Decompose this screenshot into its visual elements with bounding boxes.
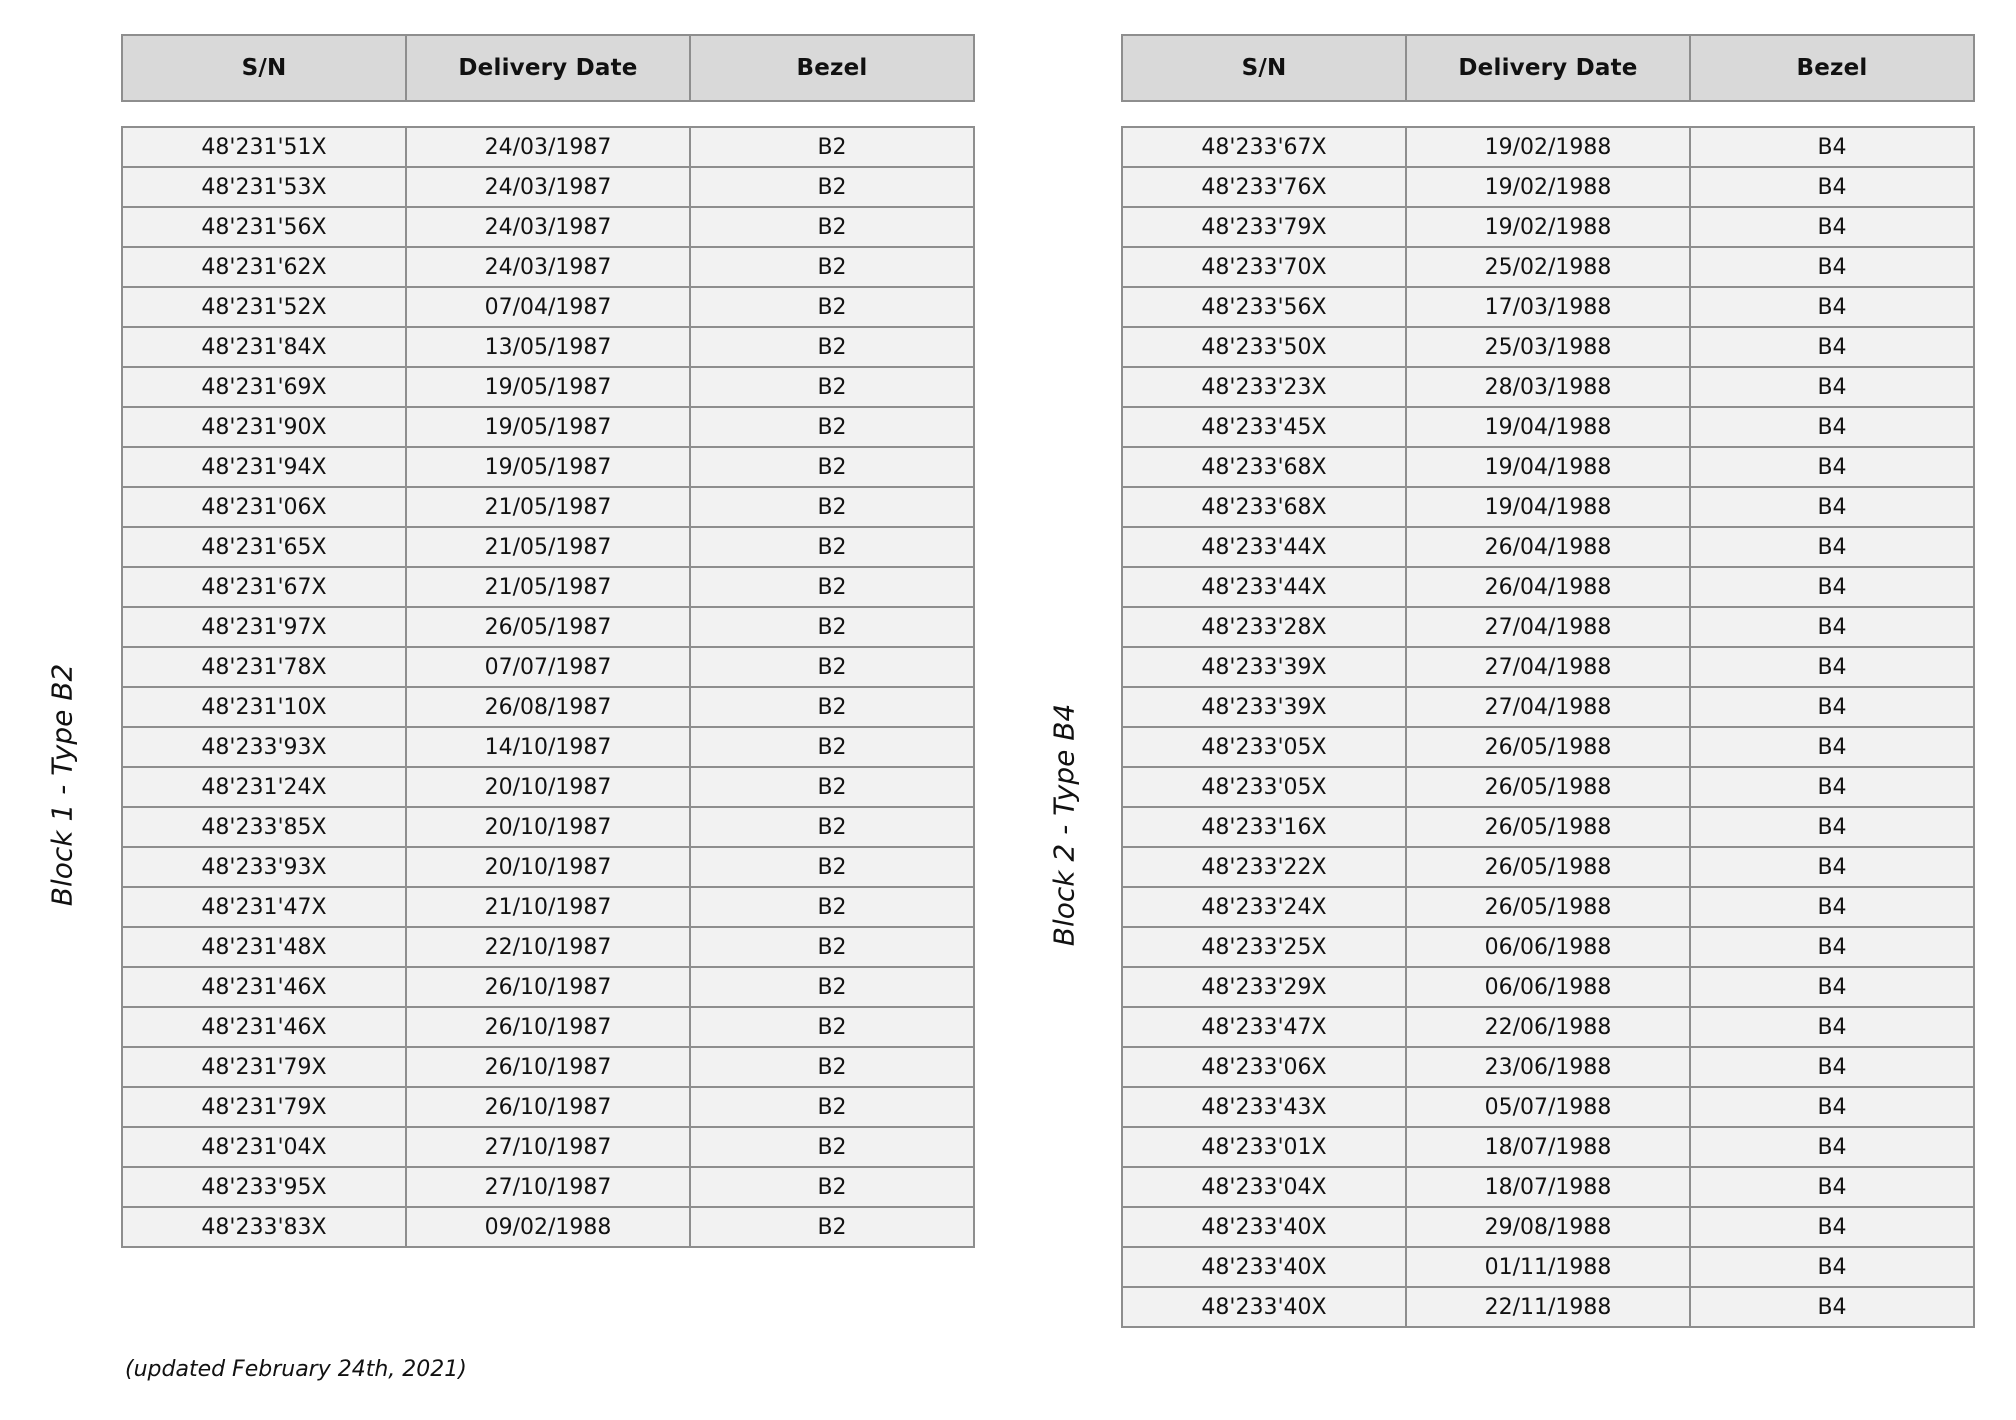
cell-sn: 48'231'46X [122, 967, 406, 1007]
header-bezel: Bezel [1690, 35, 1974, 101]
cell-bezel: B4 [1690, 207, 1974, 247]
cell-bezel: B4 [1690, 527, 1974, 567]
cell-bezel: B2 [690, 1127, 974, 1167]
cell-delivery-date: 25/02/1988 [1406, 247, 1690, 287]
table-row [1122, 207, 1974, 247]
cell-bezel: B2 [690, 367, 974, 407]
table-row [122, 887, 974, 927]
cell-sn: 48'231'90X [122, 407, 406, 447]
cell-delivery-date: 20/10/1987 [406, 807, 690, 847]
table-row [1122, 527, 1974, 567]
cell-bezel: B2 [690, 327, 974, 367]
cell-sn: 48'233'25X [1122, 927, 1406, 967]
cell-sn: 48'231'47X [122, 887, 406, 927]
cell-delivery-date: 23/06/1988 [1406, 1047, 1690, 1087]
block-1-table-container [121, 34, 975, 1248]
cell-delivery-date: 21/05/1987 [406, 487, 690, 527]
cell-bezel: B4 [1690, 687, 1974, 727]
cell-delivery-date: 26/08/1987 [406, 687, 690, 727]
table-row [122, 1087, 974, 1127]
cell-bezel: B4 [1690, 247, 1974, 287]
table-row [1122, 167, 1974, 207]
cell-bezel: B4 [1690, 767, 1974, 807]
table-row [1122, 887, 1974, 927]
cell-bezel: B4 [1690, 807, 1974, 847]
cell-bezel: B2 [690, 607, 974, 647]
cell-bezel: B2 [690, 767, 974, 807]
cell-delivery-date: 27/04/1988 [1406, 607, 1690, 647]
cell-bezel: B4 [1690, 647, 1974, 687]
cell-delivery-date: 19/02/1988 [1406, 207, 1690, 247]
cell-bezel: B4 [1690, 1007, 1974, 1047]
cell-delivery-date: 21/10/1987 [406, 887, 690, 927]
cell-delivery-date: 19/05/1987 [406, 407, 690, 447]
cell-delivery-date: 18/07/1988 [1406, 1127, 1690, 1167]
cell-sn: 48'233'39X [1122, 647, 1406, 687]
cell-sn: 48'233'85X [122, 807, 406, 847]
cell-delivery-date: 26/05/1988 [1406, 847, 1690, 887]
table-row [1122, 647, 1974, 687]
cell-sn: 48'233'67X [1122, 127, 1406, 167]
table-row [1122, 1127, 1974, 1167]
cell-sn: 48'233'95X [122, 1167, 406, 1207]
cell-delivery-date: 22/06/1988 [1406, 1007, 1690, 1047]
cell-bezel: B2 [690, 207, 974, 247]
cell-bezel: B4 [1690, 167, 1974, 207]
table-row [1122, 1047, 1974, 1087]
cell-delivery-date: 26/05/1988 [1406, 887, 1690, 927]
block-1-table [121, 34, 975, 1248]
cell-delivery-date: 27/10/1987 [406, 1127, 690, 1167]
cell-delivery-date: 13/05/1987 [406, 327, 690, 367]
cell-delivery-date: 20/10/1987 [406, 847, 690, 887]
table-row [1122, 727, 1974, 767]
cell-bezel: B4 [1690, 1087, 1974, 1127]
cell-delivery-date: 21/05/1987 [406, 567, 690, 607]
table-row [1122, 1287, 1974, 1327]
cell-sn: 48'233'93X [122, 727, 406, 767]
cell-bezel: B4 [1690, 447, 1974, 487]
cell-bezel: B4 [1690, 1287, 1974, 1327]
cell-sn: 48'231'78X [122, 647, 406, 687]
block-2-table-container [1121, 34, 1975, 1328]
cell-bezel: B4 [1690, 967, 1974, 1007]
header-bezel: Bezel [690, 35, 974, 101]
cell-delivery-date: 29/08/1988 [1406, 1207, 1690, 1247]
cell-bezel: B4 [1690, 407, 1974, 447]
cell-sn: 48'231'51X [122, 127, 406, 167]
cell-delivery-date: 09/02/1988 [406, 1207, 690, 1247]
cell-sn: 48'231'69X [122, 367, 406, 407]
table-row [1122, 287, 1974, 327]
cell-bezel: B2 [690, 727, 974, 767]
cell-sn: 48'233'70X [1122, 247, 1406, 287]
cell-bezel: B4 [1690, 887, 1974, 927]
cell-bezel: B4 [1690, 607, 1974, 647]
cell-sn: 48'231'56X [122, 207, 406, 247]
table-row [1122, 1247, 1974, 1287]
cell-bezel: B2 [690, 1087, 974, 1127]
cell-bezel: B2 [690, 1207, 974, 1247]
cell-bezel: B4 [1690, 327, 1974, 367]
cell-sn: 48'233'93X [122, 847, 406, 887]
cell-bezel: B4 [1690, 287, 1974, 327]
table-header-row [122, 35, 974, 101]
cell-bezel: B2 [690, 447, 974, 487]
cell-sn: 48'233'43X [1122, 1087, 1406, 1127]
table-row [1122, 327, 1974, 367]
cell-bezel: B2 [690, 807, 974, 847]
table-row [122, 927, 974, 967]
cell-sn: 48'233'44X [1122, 527, 1406, 567]
cell-delivery-date: 19/02/1988 [1406, 167, 1690, 207]
cell-sn: 48'231'53X [122, 167, 406, 207]
cell-bezel: B4 [1690, 1247, 1974, 1287]
cell-bezel: B4 [1690, 927, 1974, 967]
cell-bezel: B2 [690, 527, 974, 567]
table-row [122, 327, 974, 367]
cell-sn: 48'233'39X [1122, 687, 1406, 727]
cell-sn: 48'233'68X [1122, 447, 1406, 487]
cell-sn: 48'233'16X [1122, 807, 1406, 847]
table-row [122, 407, 974, 447]
cell-sn: 48'233'40X [1122, 1247, 1406, 1287]
table-row [122, 1007, 974, 1047]
table-row [122, 607, 974, 647]
cell-sn: 48'231'24X [122, 767, 406, 807]
cell-sn: 48'233'76X [1122, 167, 1406, 207]
cell-sn: 48'231'10X [122, 687, 406, 727]
cell-sn: 48'233'50X [1122, 327, 1406, 367]
table-row [122, 727, 974, 767]
table-header-row [1122, 35, 1974, 101]
table-row [122, 1167, 974, 1207]
table-row [1122, 1167, 1974, 1207]
cell-delivery-date: 06/06/1988 [1406, 927, 1690, 967]
cell-bezel: B2 [690, 1047, 974, 1087]
cell-bezel: B4 [1690, 1167, 1974, 1207]
cell-delivery-date: 22/11/1988 [1406, 1287, 1690, 1327]
table-row [1122, 407, 1974, 447]
cell-bezel: B2 [690, 847, 974, 887]
cell-delivery-date: 26/05/1988 [1406, 767, 1690, 807]
table-row [122, 1207, 974, 1247]
cell-sn: 48'233'24X [1122, 887, 1406, 927]
cell-delivery-date: 07/04/1987 [406, 287, 690, 327]
cell-bezel: B2 [690, 647, 974, 687]
cell-bezel: B4 [1690, 367, 1974, 407]
table-row [122, 207, 974, 247]
cell-delivery-date: 26/04/1988 [1406, 527, 1690, 567]
cell-sn: 48'233'40X [1122, 1207, 1406, 1247]
cell-sn: 48'231'46X [122, 1007, 406, 1047]
cell-delivery-date: 26/05/1988 [1406, 807, 1690, 847]
header-delivery-date: Delivery Date [406, 35, 690, 101]
cell-delivery-date: 18/07/1988 [1406, 1167, 1690, 1207]
cell-bezel: B4 [1690, 567, 1974, 607]
table-row [122, 127, 974, 167]
cell-delivery-date: 19/04/1988 [1406, 487, 1690, 527]
cell-sn: 48'233'44X [1122, 567, 1406, 607]
cell-sn: 48'233'05X [1122, 727, 1406, 767]
table-row [1122, 927, 1974, 967]
cell-sn: 48'233'01X [1122, 1127, 1406, 1167]
cell-sn: 48'231'65X [122, 527, 406, 567]
table-row [122, 247, 974, 287]
table-row [1122, 1207, 1974, 1247]
cell-bezel: B2 [690, 407, 974, 447]
table-row [122, 1127, 974, 1167]
cell-bezel: B4 [1690, 847, 1974, 887]
table-row [122, 1047, 974, 1087]
table-row [122, 807, 974, 847]
cell-delivery-date: 05/07/1988 [1406, 1087, 1690, 1127]
cell-bezel: B2 [690, 287, 974, 327]
cell-sn: 48'233'83X [122, 1207, 406, 1247]
cell-bezel: B4 [1690, 487, 1974, 527]
cell-delivery-date: 26/05/1988 [1406, 727, 1690, 767]
table-row [1122, 367, 1974, 407]
cell-delivery-date: 17/03/1988 [1406, 287, 1690, 327]
cell-sn: 48'233'06X [1122, 1047, 1406, 1087]
table-row [122, 287, 974, 327]
cell-sn: 48'231'04X [122, 1127, 406, 1167]
cell-bezel: B2 [690, 1167, 974, 1207]
block-1-label: Block 1 - Type B2 [45, 663, 79, 907]
cell-sn: 48'233'04X [1122, 1167, 1406, 1207]
cell-sn: 48'231'62X [122, 247, 406, 287]
cell-sn: 48'231'67X [122, 567, 406, 607]
cell-delivery-date: 19/05/1987 [406, 447, 690, 487]
cell-delivery-date: 26/04/1988 [1406, 567, 1690, 607]
cell-bezel: B4 [1690, 127, 1974, 167]
cell-delivery-date: 26/10/1987 [406, 967, 690, 1007]
cell-sn: 48'233'05X [1122, 767, 1406, 807]
table-row [1122, 767, 1974, 807]
cell-sn: 48'233'68X [1122, 487, 1406, 527]
table-row [1122, 607, 1974, 647]
table-row [1122, 967, 1974, 1007]
cell-bezel: B4 [1690, 1127, 1974, 1167]
table-row [122, 767, 974, 807]
cell-bezel: B2 [690, 247, 974, 287]
cell-sn: 48'231'52X [122, 287, 406, 327]
cell-sn: 48'231'06X [122, 487, 406, 527]
header-sn: S/N [122, 35, 406, 101]
block-1-rows [122, 127, 974, 1247]
cell-sn: 48'233'28X [1122, 607, 1406, 647]
cell-delivery-date: 22/10/1987 [406, 927, 690, 967]
cell-delivery-date: 26/10/1987 [406, 1007, 690, 1047]
table-row [1122, 1087, 1974, 1127]
cell-sn: 48'233'40X [1122, 1287, 1406, 1327]
table-row [1122, 127, 1974, 167]
cell-delivery-date: 26/10/1987 [406, 1047, 690, 1087]
table-row [122, 647, 974, 687]
cell-delivery-date: 24/03/1987 [406, 127, 690, 167]
cell-delivery-date: 27/10/1987 [406, 1167, 690, 1207]
cell-delivery-date: 24/03/1987 [406, 247, 690, 287]
table-row [122, 847, 974, 887]
cell-sn: 48'233'23X [1122, 367, 1406, 407]
cell-bezel: B4 [1690, 727, 1974, 767]
cell-sn: 48'231'79X [122, 1087, 406, 1127]
table-row [122, 967, 974, 1007]
block-2-rows [1122, 127, 1974, 1327]
header-delivery-date: Delivery Date [1406, 35, 1690, 101]
cell-delivery-date: 27/04/1988 [1406, 687, 1690, 727]
cell-bezel: B2 [690, 687, 974, 727]
cell-sn: 48'231'97X [122, 607, 406, 647]
cell-bezel: B2 [690, 567, 974, 607]
cell-delivery-date: 19/02/1988 [1406, 127, 1690, 167]
cell-bezel: B2 [690, 1007, 974, 1047]
table-row [122, 487, 974, 527]
cell-sn: 48'231'79X [122, 1047, 406, 1087]
table-row [1122, 487, 1974, 527]
cell-delivery-date: 14/10/1987 [406, 727, 690, 767]
cell-bezel: B2 [690, 487, 974, 527]
cell-delivery-date: 26/05/1987 [406, 607, 690, 647]
table-row [122, 167, 974, 207]
table-row [1122, 687, 1974, 727]
cell-bezel: B4 [1690, 1047, 1974, 1087]
cell-bezel: B4 [1690, 1207, 1974, 1247]
cell-sn: 48'231'84X [122, 327, 406, 367]
cell-sn: 48'231'94X [122, 447, 406, 487]
cell-bezel: B2 [690, 927, 974, 967]
cell-delivery-date: 07/07/1987 [406, 647, 690, 687]
cell-delivery-date: 06/06/1988 [1406, 967, 1690, 1007]
cell-delivery-date: 21/05/1987 [406, 527, 690, 567]
header-sn: S/N [1122, 35, 1406, 101]
cell-bezel: B2 [690, 167, 974, 207]
cell-sn: 48'233'22X [1122, 847, 1406, 887]
cell-delivery-date: 19/04/1988 [1406, 447, 1690, 487]
cell-delivery-date: 24/03/1987 [406, 207, 690, 247]
cell-delivery-date: 19/04/1988 [1406, 407, 1690, 447]
cell-sn: 48'233'79X [1122, 207, 1406, 247]
cell-delivery-date: 24/03/1987 [406, 167, 690, 207]
cell-delivery-date: 26/10/1987 [406, 1087, 690, 1127]
table-row [122, 447, 974, 487]
cell-bezel: B2 [690, 887, 974, 927]
table-row [1122, 847, 1974, 887]
table-row [1122, 247, 1974, 287]
table-row [122, 687, 974, 727]
table-row [1122, 1007, 1974, 1047]
block-2-label: Block 2 - Type B4 [1047, 703, 1081, 947]
cell-bezel: B2 [690, 967, 974, 1007]
block-2-table [1121, 34, 1975, 1328]
cell-sn: 48'233'56X [1122, 287, 1406, 327]
cell-sn: 48'233'47X [1122, 1007, 1406, 1047]
table-row [122, 527, 974, 567]
table-row [1122, 567, 1974, 607]
table-row [1122, 447, 1974, 487]
cell-bezel: B2 [690, 127, 974, 167]
cell-delivery-date: 19/05/1987 [406, 367, 690, 407]
cell-sn: 48'233'29X [1122, 967, 1406, 1007]
table-row [1122, 807, 1974, 847]
table-row [122, 567, 974, 607]
cell-delivery-date: 28/03/1988 [1406, 367, 1690, 407]
updated-note: (updated February 24th, 2021) [125, 1357, 467, 1382]
cell-sn: 48'231'48X [122, 927, 406, 967]
cell-delivery-date: 27/04/1988 [1406, 647, 1690, 687]
cell-delivery-date: 20/10/1987 [406, 767, 690, 807]
cell-sn: 48'233'45X [1122, 407, 1406, 447]
cell-delivery-date: 01/11/1988 [1406, 1247, 1690, 1287]
table-row [122, 367, 974, 407]
cell-delivery-date: 25/03/1988 [1406, 327, 1690, 367]
